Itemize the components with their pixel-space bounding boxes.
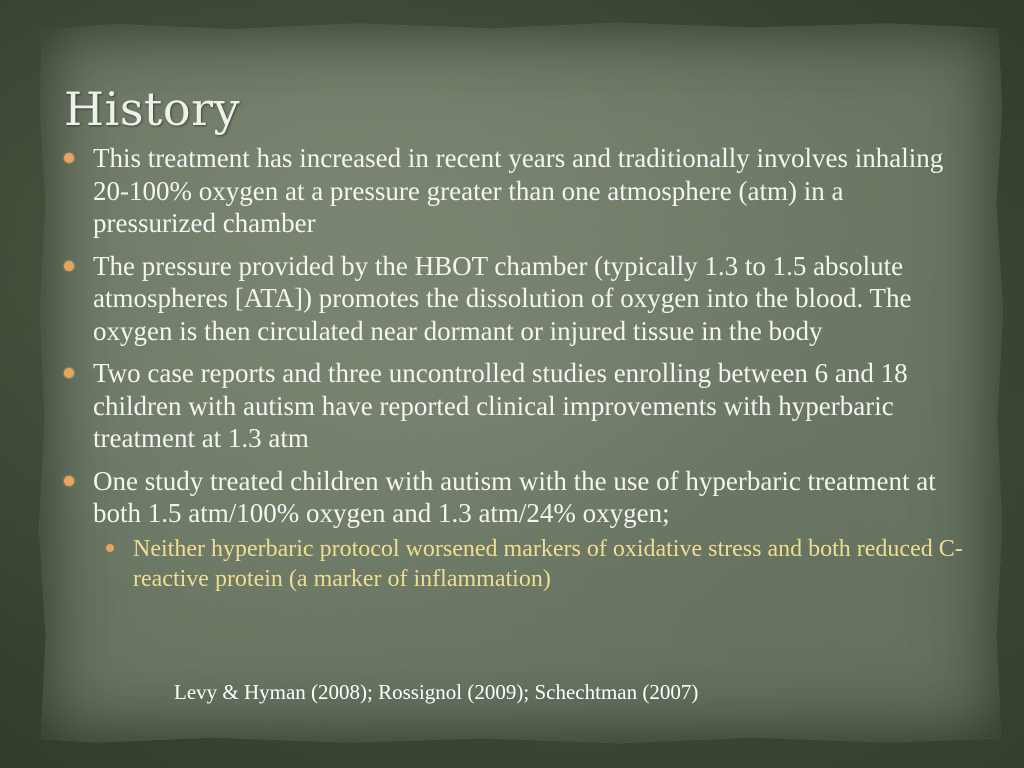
bullet-item [60, 250, 970, 348]
bullet-item [60, 142, 970, 240]
bullet-dot-icon [64, 153, 74, 163]
bullet-item [60, 357, 970, 455]
bullet-text: This treatment has increased in recent years and traditionally involves inhaling 20-100% oxygen at a pressure greater than one atmosphere (atm) in a pressurized chamber [93, 143, 944, 238]
bullet-text: Two case reports and three uncontrolled studies enrolling between 6 and 18 children with autism have reported clinical improvements with hyperbaric treatment at 1.3 atm [93, 358, 908, 453]
slide-title: History [64, 82, 241, 136]
bullet-text: One study treated children with autism with the use of hyperbaric treatment at both 1.5 atm/100% oxygen and 1.3 atm/24% oxygen; [93, 465, 936, 528]
sub-bullet-dot-icon [106, 544, 114, 552]
sub-bullet-item [100, 534, 970, 594]
bullet-list [60, 142, 970, 594]
citation: Levy & Hyman (2008); Rossignol (2009); Schechtman (2007) [174, 680, 699, 704]
bullet-item [60, 465, 970, 530]
bullet-dot-icon [64, 368, 74, 378]
bullet-dot-icon [64, 261, 74, 271]
sub-bullet-text: Neither hyperbaric protocol worsened markers of oxidative stress and both reduced C-reactive protein (a marker of inflammation) [133, 535, 963, 592]
bullet-text: The pressure provided by the HBOT chamber (typically 1.3 to 1.5 absolute atmospheres [ATA]) promotes the dissolution of oxygen into the blood. The oxygen is then circulated near dormant or injured tissue in the body [93, 250, 912, 346]
bullet-dot-icon [64, 476, 74, 486]
slide-content [60, 142, 970, 594]
